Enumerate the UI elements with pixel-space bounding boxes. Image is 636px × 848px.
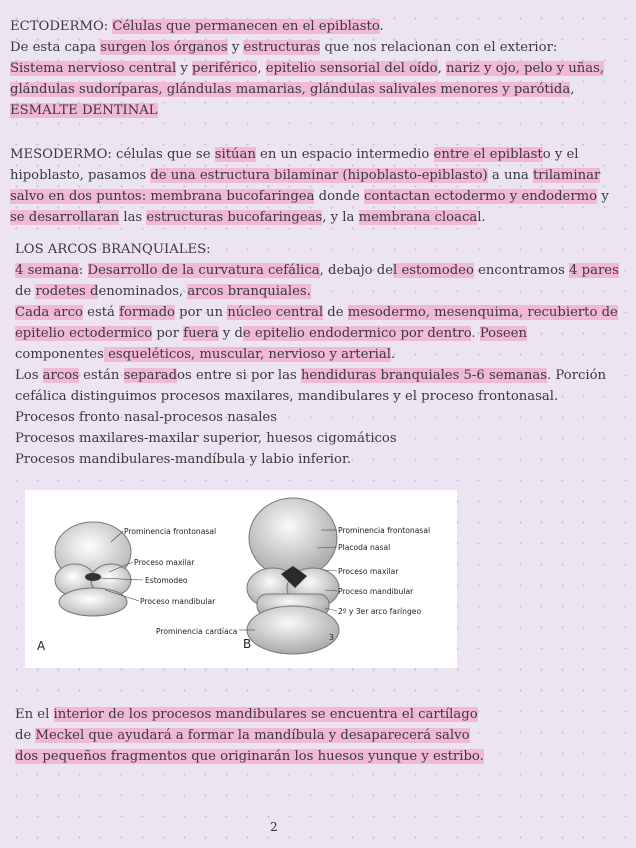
text-segment: .	[471, 326, 480, 341]
text-segment: de	[15, 284, 36, 299]
highlighted-text: Sistema nervioso central	[10, 61, 177, 76]
text-segment: LOS ARCOS BRANQUIALES:	[15, 242, 211, 257]
highlighted-text: membrana cloaca	[358, 210, 478, 225]
highlighted-text: estructuras bucofaringeas	[146, 210, 323, 225]
text-segment: Procesos maxilares-maxilar superior, huesos cigomáticos	[15, 431, 397, 446]
text-segment: .	[379, 19, 384, 34]
text-segment: Procesos fronto nasal-procesos nasales	[15, 410, 277, 425]
text-segment: y	[597, 189, 609, 204]
ectodermo-line	[10, 37, 626, 58]
arcos-line	[15, 386, 626, 407]
text-segment: De esta capa	[10, 40, 101, 55]
highlighted-text: periférico	[192, 61, 258, 76]
highlighted-text: ESMALTE DENTINAL	[10, 103, 158, 118]
text-segment: MESODERMO: células que se	[10, 147, 215, 162]
text-segment: componentes	[15, 347, 104, 362]
figure-number-b: 3	[329, 633, 334, 642]
text-segment: cefálica distinguimos procesos maxilares, mandibulares y el proceso frontonasal.	[15, 389, 559, 404]
highlighted-text: surgen los órganos	[100, 40, 228, 55]
text-segment: hipoblasto, pasamos	[10, 168, 151, 183]
highlighted-text: 4 pares	[569, 263, 619, 278]
arcos-line	[15, 344, 626, 365]
cartilago-line	[15, 704, 626, 725]
text-segment: enominados,	[98, 284, 188, 299]
text-segment: donde	[314, 189, 364, 204]
highlighted-text: nariz y ojo, pelo y uñas,	[446, 61, 605, 76]
mesodermo-line	[10, 186, 626, 207]
text-segment: ,	[570, 82, 575, 97]
label-estomodeo: Estomodeo	[145, 576, 188, 585]
highlighted-text: e epitelio endodermico por dentro	[242, 326, 472, 341]
arcos-line	[15, 323, 626, 344]
text-segment: de	[15, 728, 36, 743]
highlighted-text: esqueléticos, muscular, nervioso y arterial	[103, 347, 391, 362]
text-segment: . Porción	[547, 368, 607, 383]
text-segment: ,	[257, 61, 266, 76]
arcos-line	[15, 281, 626, 302]
highlighted-text: Desarrollo de la curvatura cefálica	[87, 263, 320, 278]
highlighted-text: Cada arco	[15, 305, 83, 320]
label-proceso-mandibular-b: Proceso mandibular	[338, 587, 414, 596]
embryo-face-figure	[25, 490, 457, 668]
highlighted-text: fuera	[183, 326, 219, 341]
highlighted-text: arcos	[42, 368, 79, 383]
arcos-line	[15, 449, 626, 470]
highlighted-text: rodetes d	[35, 284, 99, 299]
mesodermo-line	[10, 207, 626, 228]
text-segment: están	[78, 368, 124, 383]
highlighted-text: epitelio ectodermico	[15, 326, 153, 341]
highlighted-text: 4 semana	[15, 263, 79, 278]
text-segment: de	[323, 305, 348, 320]
highlighted-text: arcos branquiales.	[187, 284, 311, 299]
figure-letter-a: A	[37, 639, 46, 653]
text-segment: está	[82, 305, 120, 320]
ectodermo-line	[10, 16, 626, 37]
text-segment: que nos relacionan con el exterior:	[320, 40, 558, 55]
page-number: 2	[270, 820, 278, 834]
highlighted-text: Células que permanecen en el epiblasto	[112, 19, 380, 34]
cartilago-line	[15, 725, 626, 746]
mesodermo-line	[10, 165, 626, 186]
highlighted-text: entre el epiblast	[433, 147, 543, 162]
text-segment: ECTODERMO:	[10, 19, 113, 34]
highlighted-text: contactan ectodermo y endodermo	[363, 189, 598, 204]
text-segment: , debajo de	[319, 263, 394, 278]
text-segment: y d	[218, 326, 243, 341]
text-segment: os entre si por las	[177, 368, 301, 383]
highlighted-text: formado	[119, 305, 175, 320]
text-segment: , y la	[322, 210, 359, 225]
mesodermo-section	[10, 144, 626, 228]
text-segment: por	[152, 326, 184, 341]
highlighted-text: estructuras	[243, 40, 321, 55]
arcos-line	[15, 407, 626, 428]
label-proceso-mandibular-a: Proceso mandibular	[140, 597, 216, 606]
label-prominencia-cardiaca: Prominencia cardíaca	[156, 627, 238, 636]
highlighted-text: se desarrollaran	[10, 210, 120, 225]
arcos-line	[15, 302, 626, 323]
highlighted-text: núcleo central	[227, 305, 324, 320]
label-arco-faringeo: 2º y 3er arco faríngeo	[338, 607, 422, 616]
label-prominencia-frontonasal-b: Prominencia frontonasal	[338, 526, 431, 535]
highlighted-text: membrana bucofaringea	[150, 189, 315, 204]
highlighted-text: trilaminar	[533, 168, 601, 183]
highlighted-text: hendiduras branquiales 5-6 semanas	[300, 368, 548, 383]
text-segment: las	[119, 210, 147, 225]
highlighted-text: interior de los procesos mandibulares se encuentra el cartílago	[53, 707, 478, 722]
mesodermo-line	[10, 144, 626, 165]
ectodermo-line	[10, 58, 626, 79]
text-segment: y	[176, 61, 193, 76]
highlighted-text: separad	[123, 368, 178, 383]
text-segment: o y el	[542, 147, 579, 162]
highlighted-text: de una estructura bilaminar (hipoblasto-epiblasto)	[150, 168, 488, 183]
embryo-b-drawing	[247, 498, 339, 654]
figure-letter-b: B	[243, 637, 252, 651]
text-segment: a una	[487, 168, 533, 183]
cartilago-line	[15, 746, 626, 767]
highlighted-text: sitúan	[214, 147, 256, 162]
highlighted-text: dos pequeños fragmentos que originarán los huesos yunque y estribo.	[15, 749, 484, 764]
label-proceso-maxilar-a: Proceso maxilar	[134, 558, 195, 567]
arcos-line	[15, 428, 626, 449]
label-prominencia-frontonasal-a: Prominencia frontonasal	[124, 527, 217, 536]
arcos-branquiales-section	[15, 239, 626, 470]
highlighted-text: Meckel que ayudará a formar la mandíbula y desaparecerá salvo	[35, 728, 470, 743]
ectodermo-line	[10, 79, 626, 100]
text-segment: En el	[15, 707, 54, 722]
text-segment: l.	[477, 210, 486, 225]
embryo-a-drawing	[55, 522, 131, 616]
highlighted-text: glándulas sudoríparas, glándulas mamarias, glándulas salivales menores y parótida	[10, 82, 571, 97]
highlighted-text: epitelio sensorial del oído	[265, 61, 438, 76]
ectodermo-section	[10, 16, 626, 121]
highlighted-text: mesodermo, mesenquima, recubierto de	[347, 305, 618, 320]
arcos-line	[15, 239, 626, 260]
text-segment: por un	[174, 305, 228, 320]
label-placoda-nasal: Placoda nasal	[338, 543, 391, 552]
text-segment: .	[390, 347, 396, 362]
text-segment: ,	[437, 61, 447, 76]
text-segment: encontramos	[473, 263, 570, 278]
text-segment: Procesos mandibulares-mandíbula y labio inferior.	[15, 452, 351, 467]
text-segment: :	[78, 263, 88, 278]
text-segment: y	[227, 40, 244, 55]
arcos-line	[15, 365, 626, 386]
cartilago-section	[15, 704, 626, 767]
ectodermo-line	[10, 100, 626, 121]
highlighted-text: Poseen	[479, 326, 527, 341]
label-proceso-maxilar-b: Proceso maxilar	[338, 567, 399, 576]
text-segment: en un espacio intermedio	[255, 147, 434, 162]
highlighted-text: l estomodeo	[393, 263, 474, 278]
arcos-line	[15, 260, 626, 281]
text-segment: Los	[15, 368, 43, 383]
highlighted-text: salvo en dos puntos:	[10, 189, 151, 204]
embryo-illustration	[25, 490, 457, 668]
